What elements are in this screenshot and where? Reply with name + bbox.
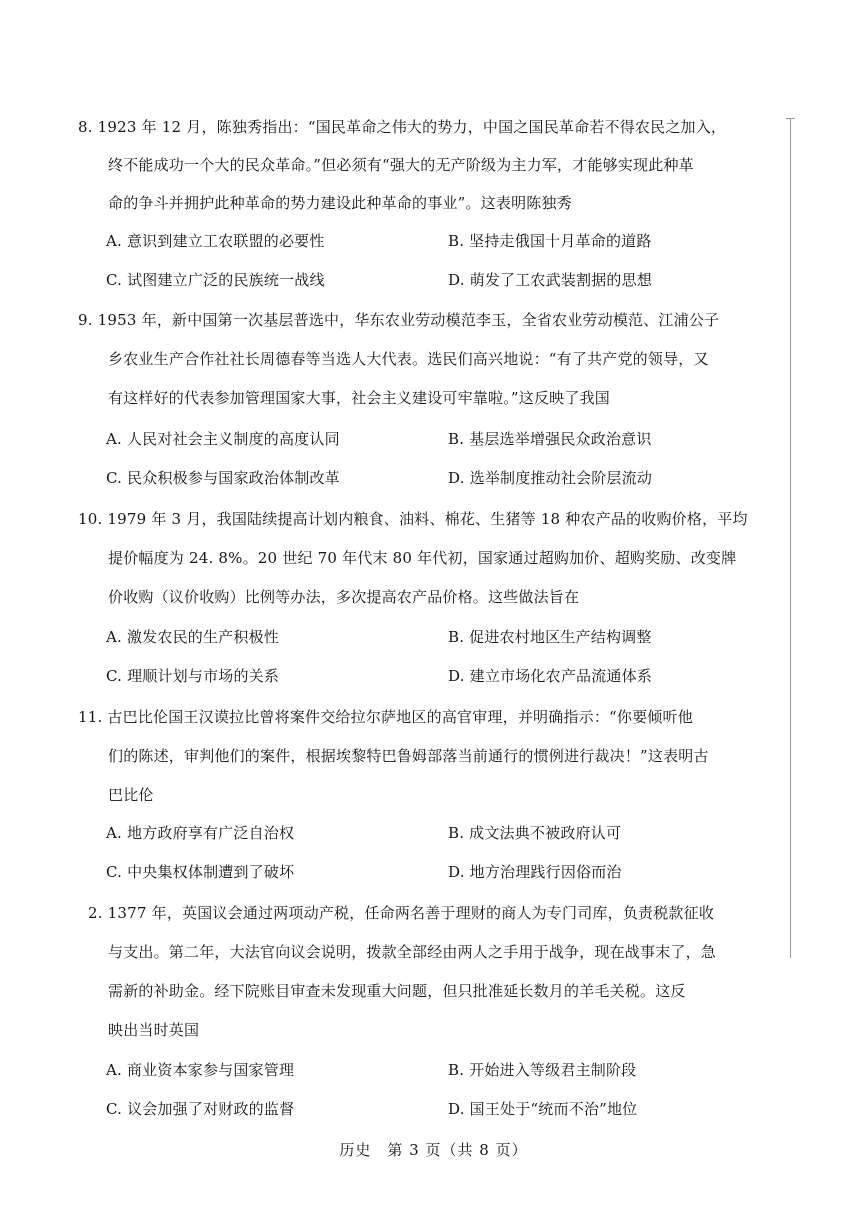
question-10-line-2: 提价幅度为 24. 8%。20 世纪 70 年代末 80 年代初，国家通过超购加价、超购奖励、改变牌	[108, 549, 737, 567]
question-8-line-1: 8. 1923 年 12 月，陈独秀指出：“国民革命之伟大的势力，中国之国民革命若不得农民之加入，	[78, 118, 727, 136]
question-12-option-c[interactable]: C. 议会加强了对财政的监督	[106, 1100, 295, 1118]
question-11-option-b[interactable]: B. 成文法典不被政府认可	[448, 824, 622, 842]
question-10-option-b[interactable]: B. 促进农村地区生产结构调整	[448, 628, 652, 646]
question-9-line-3: 有这样好的代表参加管理国家大事，社会主义建设可牢靠啦。”这反映了我国	[108, 389, 610, 407]
question-8-option-d[interactable]: D. 萌发了工农武装割据的思想	[448, 271, 653, 289]
question-9-option-d[interactable]: D. 选举制度推动社会阶层流动	[448, 469, 653, 487]
question-9-line-1: 9. 1953 年，新中国第一次基层普选中，华东农业劳动模范李玉，全省农业劳动模范、江浦公子	[78, 311, 720, 329]
question-10-option-d[interactable]: D. 建立市场化农产品流通体系	[448, 667, 653, 685]
question-12-option-b[interactable]: B. 开始进入等级君主制阶段	[448, 1061, 637, 1079]
question-9-option-c[interactable]: C. 民众积极参与国家政治体制改革	[106, 469, 340, 487]
question-8-line-2: 终不能成功一个大的民众革命。”但必须有“强大的无产阶级为主力军，才能够实现此种革	[108, 156, 694, 174]
question-11-line-2: 们的陈述，审判他们的案件，根据埃黎特巴鲁姆部落当前通行的惯例进行裁决！”这表明古	[108, 747, 709, 765]
question-10-line-1: 10. 1979 年 3 月，我国陆续提高计划内粮食、油料、棉花、生猪等 18 种农产品的收购价格，平均	[78, 510, 748, 528]
question-12-option-d[interactable]: D. 国王处于“统而不治”地位	[448, 1100, 638, 1118]
question-12-line-3: 需新的补助金。经下院账目审查未发现重大问题，但只批准延长数月的羊毛关税。这反	[108, 982, 686, 1000]
question-10-line-3: 价收购（议价收购）比例等办法，多次提高农产品价格。这些做法旨在	[108, 588, 580, 606]
question-12-line-1: 2. 1377 年，英国议会通过两项动产税，任命两名善于理财的商人为专门司库，负责税款征收	[88, 904, 715, 922]
question-9-option-b[interactable]: B. 基层选举增强民众政治意识	[448, 430, 652, 448]
question-8-option-a[interactable]: A. 意识到建立工农联盟的必要性	[106, 232, 325, 250]
question-12-line-2: 与支出。第二年，大法官向议会说明，拨款全部经由两人之手用于战争，现在战事末了，急	[108, 943, 717, 961]
question-11-option-c[interactable]: C. 中央集权体制遭到了破坏	[106, 863, 295, 881]
question-8-line-3: 命的争斗并拥护此种革命的势力建设此种革命的事业”。这表明陈独秀	[108, 194, 572, 212]
question-8-option-b[interactable]: B. 坚持走俄国十月革命的道路	[448, 232, 652, 250]
question-11-line-3: 巴比伦	[108, 786, 154, 804]
question-11-line-1: 11. 古巴比伦国王汉谟拉比曾将案件交给拉尔萨地区的高官审理，并明确指示：“你要倾听他	[78, 708, 693, 726]
question-12-line-4: 映出当时英国	[108, 1021, 200, 1039]
question-12-option-a[interactable]: A. 商业资本家参与国家管理	[106, 1061, 295, 1079]
question-10-option-a[interactable]: A. 激发农民的生产积极性	[106, 628, 279, 646]
question-9-line-2: 乡农业生产合作社社长周德春等当选人大代表。选民们高兴地说：“有了共产党的领导，又	[108, 350, 709, 368]
margin-tick	[786, 118, 795, 119]
question-11-option-d[interactable]: D. 地方治理践行因俗而治	[448, 863, 622, 881]
question-10-option-c[interactable]: C. 理顺计划与市场的关系	[106, 667, 280, 685]
question-8-option-c[interactable]: C. 试图建立广泛的民族统一战线	[106, 271, 325, 289]
question-9-option-a[interactable]: A. 人民对社会主义制度的高度认同	[106, 430, 340, 448]
question-11-option-a[interactable]: A. 地方政府享有广泛自治权	[106, 824, 295, 842]
page-footer: 历史 第 3 页（共 8 页）	[339, 1141, 528, 1159]
margin-rule	[790, 118, 791, 958]
